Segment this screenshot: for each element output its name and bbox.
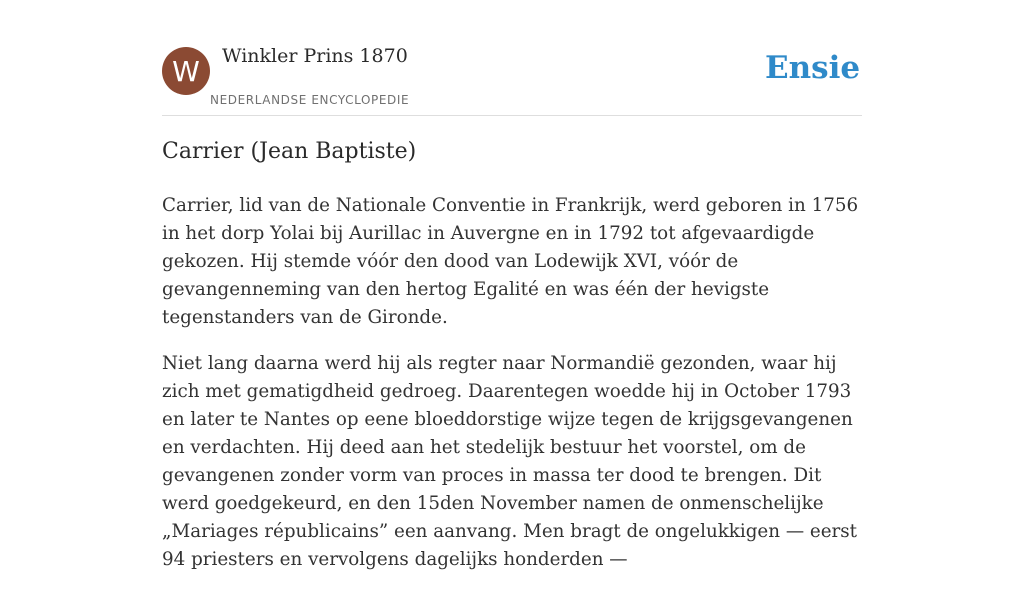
article-paragraph: Niet lang daarna werd hij als regter naar Normandië gezonden, waar hij zich met gematigdheid gedroeg. Daarentegen woedde hij in October 1793 en later te Nantes op eene bloeddorstige wijze tegen de krijgsgevangenen en verdachten. Hij deed aan het stedelijk bestuur het voorstel, om de gevangenen zonder vorm van proces in massa ter dood te brengen. Dit werd goedgekeurd, en den 15den November namen de onmenschelijke „Mariages républicains” een aanvang. Men bragt de ongelukkigen — eerst 94 priesters en vervolgens dagelijks honderden — [162,353,858,570]
source-avatar[interactable]: W [162,47,210,95]
article-paragraph: Carrier, lid van de Nationale Conventie in Frankrijk, werd geboren in 1756 in het dorp Yolai bij Aurillac in Auvergne en in 1792 tot afgevaardigde gekozen. Hij stemde vóór den dood van Lodewijk XVI, vóór de gevangenneming van den hertog Egalité en was één der hevigste tegenstanders van de Gironde. [162,195,859,328]
article-body [162,192,867,592]
source-subtitle: NEDERLANDSE ENCYCLOPEDIE [210,93,410,107]
ensie-logo[interactable]: Ensie [765,50,861,86]
article-title: Carrier (Jean Baptiste) [162,139,417,164]
header-divider [162,115,862,116]
source-title[interactable]: Winkler Prins 1870 [222,45,408,67]
